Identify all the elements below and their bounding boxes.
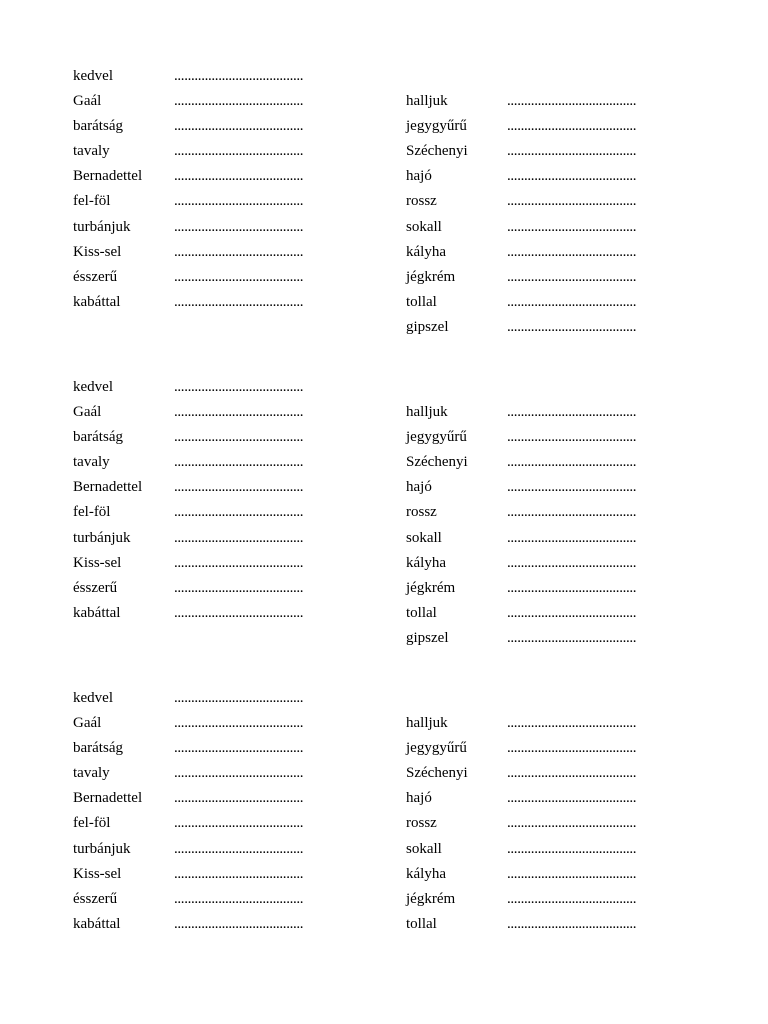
word-label: hajó [406,479,432,496]
word-label: kabáttal [73,915,121,932]
word-label: Bernadettel [73,479,143,496]
answer-blank: ...................................... [174,715,304,732]
answer-blank: ...................................... [507,790,637,807]
word-label: halljuk [406,93,448,110]
word-label: gipszel [406,629,449,646]
answer-blank: ...................................... [507,890,637,907]
answer-blank: ...................................... [174,740,304,757]
word-label: barátság [73,429,123,446]
answer-blank: ...................................... [507,504,637,521]
word-label: barátság [73,118,123,135]
answer-blank: ...................................... [507,865,637,882]
answer-blank: ...................................... [507,479,637,496]
word-label: Kiss-sel [73,865,122,882]
answer-blank: ...................................... [174,93,304,110]
word-label: barátság [73,740,123,757]
word-label: jegygyűrű [406,429,467,446]
word-label: tavaly [73,765,110,782]
answer-blank: ...................................... [174,429,304,446]
word-label: kedvel [73,68,113,84]
word-label: sokall [406,529,442,546]
answer-blank: ...................................... [507,93,637,110]
answer-blank: ...................................... [174,529,304,546]
word-label: Kiss-sel [73,243,122,260]
answer-blank: ...................................... [174,454,304,471]
answer-blank: ...................................... [507,815,637,832]
answer-blank: ...................................... [507,268,637,285]
word-label: sokall [406,218,442,235]
word-label: Gaál [73,93,102,110]
word-label: tollal [406,293,437,310]
answer-blank: ...................................... [507,840,637,857]
word-label: Gaál [73,715,102,732]
answer-blank: ...................................... [174,690,304,706]
answer-blank: ...................................... [174,143,304,160]
word-label: Széchenyi [406,765,468,782]
word-label: rossz [406,504,437,521]
word-label: kabáttal [73,293,121,310]
answer-blank: ...................................... [507,168,637,185]
answer-blank: ...................................... [507,193,637,210]
word-label: gipszel [406,318,449,335]
word-label: kályha [406,554,446,571]
word-label: jegygyűrű [406,118,467,135]
answer-blank: ...................................... [174,293,304,310]
answer-blank: ...................................... [507,604,637,621]
word-label: Széchenyi [406,143,468,160]
word-label: ésszerű [73,579,118,596]
word-label: hajó [406,790,432,807]
answer-blank: ...................................... [507,529,637,546]
answer-blank: ...................................... [174,404,304,421]
word-label: rossz [406,815,437,832]
answer-blank: ...................................... [174,765,304,782]
answer-blank: ...................................... [507,243,637,260]
answer-blank: ...................................... [174,604,304,621]
answer-blank: ...................................... [174,865,304,882]
word-label: kedvel [73,379,113,395]
word-label: turbánjuk [73,529,131,546]
answer-blank: ...................................... [507,579,637,596]
word-label: tavaly [73,143,110,160]
answer-blank: ...................................... [174,68,304,84]
word-label: Gaál [73,404,102,421]
word-label: kályha [406,243,446,260]
word-label: tavaly [73,454,110,471]
word-label: kályha [406,865,446,882]
word-label: ésszerű [73,268,118,285]
answer-blank: ...................................... [507,293,637,310]
word-label: fel-föl [73,193,111,210]
answer-blank: ...................................... [507,554,637,571]
answer-blank: ...................................... [174,840,304,857]
word-label: Bernadettel [73,168,143,185]
answer-blank: ...................................... [174,168,304,185]
answer-blank: ...................................... [507,429,637,446]
answer-blank: ...................................... [174,218,304,235]
word-label: halljuk [406,715,448,732]
answer-blank: ...................................... [507,715,637,732]
answer-blank: ...................................... [174,815,304,832]
answer-blank: ...................................... [507,143,637,160]
word-label: jégkrém [406,579,456,596]
answer-blank: ...................................... [507,218,637,235]
answer-blank: ...................................... [174,379,304,395]
word-label: sokall [406,840,442,857]
answer-blank: ...................................... [174,554,304,571]
answer-blank: ...................................... [174,579,304,596]
answer-blank: ...................................... [507,740,637,757]
answer-blank: ...................................... [174,479,304,496]
answer-blank: ...................................... [507,404,637,421]
answer-blank: ...................................... [507,118,637,135]
answer-blank: ...................................... [174,193,304,210]
word-label: jegygyűrű [406,740,467,757]
word-label: fel-föl [73,815,111,832]
answer-blank: ...................................... [507,318,637,335]
word-label: turbánjuk [73,218,131,235]
word-label: tollal [406,915,437,932]
word-label: fel-föl [73,504,111,521]
answer-blank: ...................................... [174,890,304,907]
word-label: jégkrém [406,890,456,907]
answer-blank: ...................................... [174,790,304,807]
word-label: Bernadettel [73,790,143,807]
word-label: Kiss-sel [73,554,122,571]
word-label: turbánjuk [73,840,131,857]
word-label: hajó [406,168,432,185]
answer-blank: ...................................... [507,915,637,932]
word-label: rossz [406,193,437,210]
word-label: tollal [406,604,437,621]
word-label: kabáttal [73,604,121,621]
answer-blank: ...................................... [174,915,304,932]
word-label: Széchenyi [406,454,468,471]
answer-blank: ...................................... [507,454,637,471]
answer-blank: ...................................... [174,118,304,135]
word-label: ésszerű [73,890,118,907]
answer-blank: ...................................... [507,629,637,646]
word-label: kedvel [73,690,113,706]
answer-blank: ...................................... [174,268,304,285]
answer-blank: ...................................... [174,243,304,260]
word-label: halljuk [406,404,448,421]
answer-blank: ...................................... [174,504,304,521]
word-label: jégkrém [406,268,456,285]
answer-blank: ...................................... [507,765,637,782]
